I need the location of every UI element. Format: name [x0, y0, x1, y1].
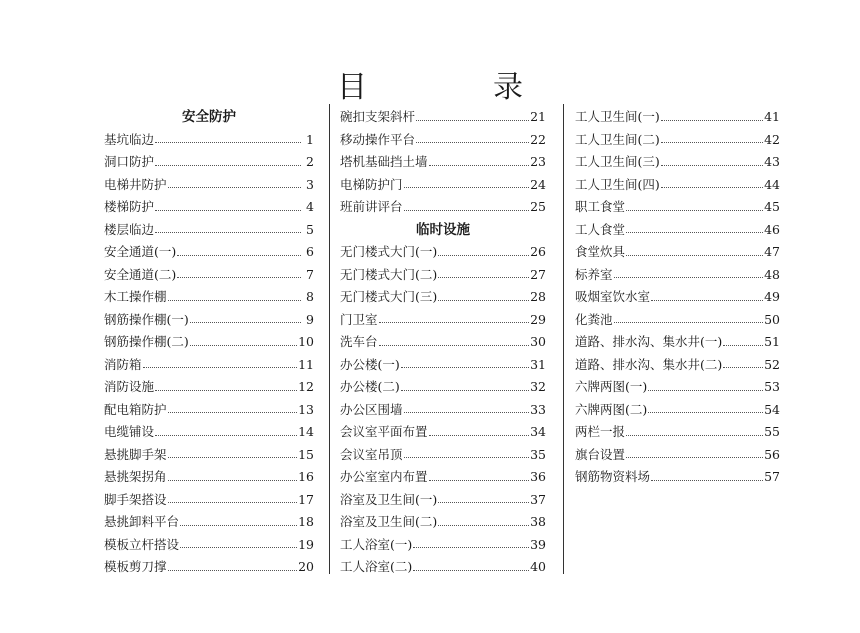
toc-entry[interactable]	[340, 264, 546, 287]
toc-entry-page-number: 49	[764, 289, 780, 304]
toc-entry-page-number: 22	[530, 131, 546, 147]
toc-entry[interactable]	[104, 309, 314, 332]
toc-entry-label: 安全通道(一)	[104, 244, 177, 259]
toc-entry[interactable]	[340, 241, 546, 264]
toc-entry-page-number: 3	[306, 176, 314, 192]
toc-entry-page-number: 38	[530, 514, 546, 529]
dot-leader	[177, 255, 301, 256]
toc-entry[interactable]	[340, 151, 546, 174]
dot-leader	[626, 255, 763, 256]
dot-leader	[429, 480, 530, 481]
toc-entry-label: 钢筋操作棚(一)	[104, 311, 189, 327]
toc-entry[interactable]	[575, 241, 780, 264]
dot-leader	[416, 120, 529, 121]
dot-leader	[651, 300, 763, 301]
toc-entry[interactable]	[575, 151, 780, 174]
toc-entry[interactable]	[104, 129, 314, 152]
toc-entry-page-number: 16	[298, 469, 314, 484]
toc-entry[interactable]	[575, 354, 780, 377]
toc-entry-label: 吸烟室饮水室	[575, 289, 651, 304]
dot-leader	[614, 277, 764, 278]
toc-entry[interactable]	[104, 241, 314, 264]
toc-entry-label: 办公区围墙	[340, 401, 403, 417]
toc-entry-label: 模板剪刀撑	[104, 559, 167, 574]
toc-entry[interactable]	[575, 444, 780, 467]
toc-entry[interactable]	[340, 511, 546, 534]
toc-entry[interactable]	[340, 106, 546, 129]
toc-entry[interactable]	[575, 466, 780, 489]
dot-leader	[190, 345, 297, 346]
dot-leader	[155, 210, 301, 211]
dot-leader	[155, 435, 297, 436]
toc-entry-label: 职工食堂	[575, 199, 626, 214]
toc-entry[interactable]	[340, 421, 546, 444]
toc-entry[interactable]	[104, 534, 314, 557]
toc-entry-page-number: 57	[764, 469, 780, 484]
toc-entry-page-number: 11	[298, 356, 314, 372]
toc-entry-label: 两栏一报	[575, 424, 626, 439]
toc-entry[interactable]	[104, 354, 314, 377]
toc-entry-label: 道路、排水沟、集水井(二)	[575, 356, 723, 372]
toc-entry[interactable]	[340, 444, 546, 467]
toc-entry-label: 木工操作棚	[104, 289, 167, 304]
toc-entry-label: 办公室室内布置	[340, 469, 428, 484]
toc-entry[interactable]	[104, 511, 314, 534]
toc-entry-label: 化粪池	[575, 311, 613, 327]
toc-entry-page-number: 18	[298, 514, 314, 529]
dot-leader	[723, 367, 763, 368]
toc-entry-page-number: 29	[530, 311, 546, 327]
dot-leader	[661, 165, 763, 166]
toc-entry-label: 洗车台	[340, 334, 378, 349]
dot-leader	[180, 525, 297, 526]
toc-entry-label: 标养室	[575, 266, 613, 282]
toc-entry-page-number: 39	[530, 536, 546, 552]
toc-entry[interactable]	[340, 331, 546, 354]
dot-leader	[155, 390, 297, 391]
toc-entry-label: 工人浴室(二)	[340, 559, 413, 574]
dot-leader	[626, 457, 763, 458]
toc-entry-page-number: 23	[530, 154, 546, 169]
dot-leader	[404, 187, 530, 188]
dot-leader	[429, 165, 530, 166]
toc-entry[interactable]	[575, 219, 780, 242]
dot-leader	[168, 570, 298, 571]
toc-entry[interactable]	[575, 331, 780, 354]
dot-leader	[648, 390, 763, 391]
toc-entry-label: 无门楼式大门(三)	[340, 289, 438, 304]
toc-entry[interactable]	[340, 399, 546, 422]
toc-entry-page-number: 13	[298, 401, 314, 417]
dot-leader	[143, 367, 298, 368]
toc-entry-label: 楼梯防护	[104, 199, 155, 214]
toc-entry[interactable]	[340, 376, 546, 399]
toc-entry-label: 道路、排水沟、集水井(一)	[575, 334, 723, 349]
toc-entry-page-number: 10	[298, 334, 314, 349]
toc-entry-label: 钢筋物资料场	[575, 469, 651, 484]
toc-entry-page-number: 4	[306, 199, 314, 214]
dot-leader	[404, 457, 530, 458]
toc-entry-page-number: 15	[298, 446, 314, 462]
toc-column-1	[104, 106, 314, 579]
toc-entry-page-number: 40	[530, 559, 546, 574]
dot-leader	[438, 502, 529, 503]
toc-entry[interactable]	[104, 151, 314, 174]
toc-entry[interactable]	[340, 354, 546, 377]
toc-entry-page-number: 35	[530, 446, 546, 462]
toc-entry-page-number: 52	[764, 356, 780, 372]
toc-entry-label: 会议室平面布置	[340, 424, 428, 439]
toc-entry-page-number: 51	[764, 334, 780, 349]
toc-entry[interactable]	[104, 444, 314, 467]
toc-entry-page-number: 1	[306, 131, 314, 147]
toc-entry-label: 六牌两图(一)	[575, 379, 648, 394]
toc-entry-label: 消防设施	[104, 379, 155, 394]
toc-entry-page-number: 37	[530, 491, 546, 507]
toc-entry-page-number: 20	[298, 559, 314, 574]
toc-entry-page-number: 2	[306, 154, 314, 169]
toc-entry-label: 门卫室	[340, 311, 378, 327]
toc-entry-label: 消防箱	[104, 356, 142, 372]
toc-entry[interactable]	[104, 421, 314, 444]
toc-entry-label: 悬挑卸料平台	[104, 514, 180, 529]
toc-entry[interactable]	[575, 399, 780, 422]
toc-entry-label: 悬挑脚手架	[104, 446, 167, 462]
toc-entry-page-number: 46	[764, 221, 780, 237]
toc-entry-label: 移动操作平台	[340, 131, 416, 147]
toc-entry-label: 楼层临边	[104, 221, 155, 237]
toc-entry-label: 浴室及卫生间(一)	[340, 491, 438, 507]
toc-entry[interactable]	[575, 264, 780, 287]
toc-entry-label: 塔机基础挡土墙	[340, 154, 428, 169]
toc-entry-page-number: 54	[764, 401, 780, 417]
toc-entry-page-number: 30	[530, 334, 546, 349]
dot-leader	[438, 277, 529, 278]
toc-entry-page-number: 33	[530, 401, 546, 417]
toc-entry-page-number: 27	[530, 266, 546, 282]
toc-entry[interactable]	[340, 196, 546, 219]
dot-leader	[404, 210, 530, 211]
toc-entry-page-number: 31	[530, 356, 546, 372]
toc-entry[interactable]	[340, 534, 546, 557]
dot-leader	[155, 232, 301, 233]
toc-entry-label: 工人卫生间(二)	[575, 131, 660, 147]
toc-entry-page-number: 44	[764, 176, 780, 192]
toc-entry-page-number: 50	[764, 311, 780, 327]
toc-entry[interactable]	[340, 556, 546, 579]
toc-entry[interactable]	[104, 196, 314, 219]
toc-entry-page-number: 48	[764, 266, 780, 282]
toc-entry[interactable]	[104, 174, 314, 197]
dot-leader	[626, 435, 763, 436]
toc-entry-page-number: 26	[530, 244, 546, 259]
toc-entry-label: 脚手架搭设	[104, 491, 167, 507]
toc-entry[interactable]	[340, 286, 546, 309]
toc-entry-label: 安全通道(二)	[104, 266, 177, 282]
toc-entry-label: 基坑临边	[104, 131, 155, 147]
toc-entry-label: 六牌两图(二)	[575, 401, 648, 417]
toc-entry-page-number: 21	[530, 109, 546, 124]
dot-leader	[438, 255, 529, 256]
toc-entry-page-number: 32	[530, 379, 546, 394]
toc-entry-page-number: 7	[306, 266, 314, 282]
toc-entry-label: 会议室吊顶	[340, 446, 403, 462]
dot-leader	[413, 547, 529, 548]
toc-entry-page-number: 53	[764, 379, 780, 394]
toc-entry-label: 工人卫生间(四)	[575, 176, 660, 192]
toc-entry-label: 旗台设置	[575, 446, 626, 462]
dot-leader	[626, 232, 763, 233]
toc-entry[interactable]	[340, 489, 546, 512]
dot-leader	[438, 525, 529, 526]
toc-entry-page-number: 28	[530, 289, 546, 304]
dot-leader	[401, 367, 529, 368]
dot-leader	[168, 502, 298, 503]
toc-entry[interactable]	[575, 286, 780, 309]
toc-column-3	[575, 106, 780, 489]
dot-leader	[180, 547, 297, 548]
toc-entry[interactable]	[575, 196, 780, 219]
toc-entry-label: 浴室及卫生间(二)	[340, 514, 438, 529]
dot-leader	[168, 457, 298, 458]
toc-entry-page-number: 9	[306, 311, 314, 327]
dot-leader	[438, 300, 529, 301]
dot-leader	[404, 412, 530, 413]
dot-leader	[155, 142, 301, 143]
dot-leader	[168, 412, 298, 413]
toc-entry-page-number: 42	[764, 131, 780, 147]
toc-entry[interactable]	[575, 129, 780, 152]
toc-entry-label: 模板立杆搭设	[104, 536, 180, 552]
section-heading: 临时设施	[416, 221, 470, 238]
dot-leader	[379, 322, 530, 323]
toc-entry-page-number: 47	[764, 244, 780, 259]
toc-entry-label: 无门楼式大门(一)	[340, 244, 438, 259]
toc-entry-page-number: 55	[764, 424, 780, 439]
toc-entry-label: 办公楼(二)	[340, 379, 400, 394]
toc-entry-label: 钢筋操作棚(二)	[104, 334, 189, 349]
toc-entry[interactable]	[104, 556, 314, 579]
toc-entry-label: 办公楼(一)	[340, 356, 400, 372]
toc-entry[interactable]	[104, 331, 314, 354]
toc-entry-page-number: 17	[298, 491, 314, 507]
dot-leader	[413, 570, 529, 571]
toc-entry-label: 电梯井防护	[104, 176, 167, 192]
toc-entry-label: 电缆铺设	[104, 424, 155, 439]
toc-entry-label: 工人浴室(一)	[340, 536, 413, 552]
dot-leader	[661, 142, 763, 143]
dot-leader	[379, 345, 530, 346]
page-title: 目 录	[337, 70, 571, 105]
toc-entry-page-number: 34	[530, 424, 546, 439]
dot-leader	[651, 480, 763, 481]
toc-entry-label: 工人食堂	[575, 221, 626, 237]
toc-entry[interactable]	[104, 286, 314, 309]
toc-entry-label: 碗扣支架斜杆	[340, 109, 416, 124]
toc-entry-page-number: 43	[764, 154, 780, 169]
toc-entry-label: 电梯防护门	[340, 176, 403, 192]
dot-leader	[190, 322, 301, 323]
toc-entry[interactable]	[340, 466, 546, 489]
dot-leader	[155, 165, 301, 166]
toc-entry-page-number: 6	[306, 244, 314, 259]
dot-leader	[626, 210, 763, 211]
toc-entry-page-number: 8	[306, 289, 314, 304]
toc-entry-page-number: 25	[530, 199, 546, 214]
toc-entry-label: 配电箱防护	[104, 401, 167, 417]
toc-entry-page-number: 41	[764, 109, 780, 124]
dot-leader	[648, 412, 763, 413]
toc-entry[interactable]	[575, 309, 780, 332]
section-heading: 安全防护	[182, 109, 236, 125]
toc-entry[interactable]	[575, 174, 780, 197]
dot-leader	[168, 480, 298, 481]
toc-entry-page-number: 14	[298, 424, 314, 439]
dot-leader	[168, 187, 301, 188]
toc-entry[interactable]	[104, 489, 314, 512]
toc-entry[interactable]	[575, 421, 780, 444]
dot-leader	[177, 277, 301, 278]
toc-entry-label: 班前讲评台	[340, 199, 403, 214]
dot-leader	[614, 322, 764, 323]
toc-entry-page-number: 12	[298, 379, 314, 394]
toc-entry-page-number: 24	[530, 176, 546, 192]
dot-leader	[416, 142, 529, 143]
toc-entry-label: 工人卫生间(三)	[575, 154, 660, 169]
toc-entry-page-number: 19	[298, 536, 314, 552]
toc-entry[interactable]	[575, 106, 780, 129]
toc-entry[interactable]	[104, 376, 314, 399]
dot-leader	[168, 300, 301, 301]
toc-entry-page-number: 56	[764, 446, 780, 462]
toc-entry-page-number: 45	[764, 199, 780, 214]
toc-entry-label: 食堂炊具	[575, 244, 626, 259]
column-divider	[329, 104, 330, 574]
toc-entry[interactable]	[104, 466, 314, 489]
toc-entry[interactable]	[340, 309, 546, 332]
toc-entry-label: 洞口防护	[104, 154, 155, 169]
column-divider	[563, 104, 564, 574]
toc-entry[interactable]	[104, 219, 314, 242]
dot-leader	[401, 390, 529, 391]
dot-leader	[429, 435, 530, 436]
dot-leader	[661, 187, 763, 188]
toc-entry[interactable]	[104, 399, 314, 422]
dot-leader	[661, 120, 763, 121]
toc-entry[interactable]	[575, 376, 780, 399]
toc-entry[interactable]	[340, 174, 546, 197]
toc-entry-label: 工人卫生间(一)	[575, 109, 660, 124]
toc-entry[interactable]	[340, 129, 546, 152]
toc-entry[interactable]	[104, 264, 314, 287]
toc-entry-page-number: 5	[306, 221, 314, 237]
toc-entry-label: 无门楼式大门(二)	[340, 266, 438, 282]
toc-entry-label: 悬挑架拐角	[104, 469, 167, 484]
toc-column-2	[340, 106, 546, 579]
dot-leader	[723, 345, 763, 346]
toc-entry-page-number: 36	[530, 469, 546, 484]
